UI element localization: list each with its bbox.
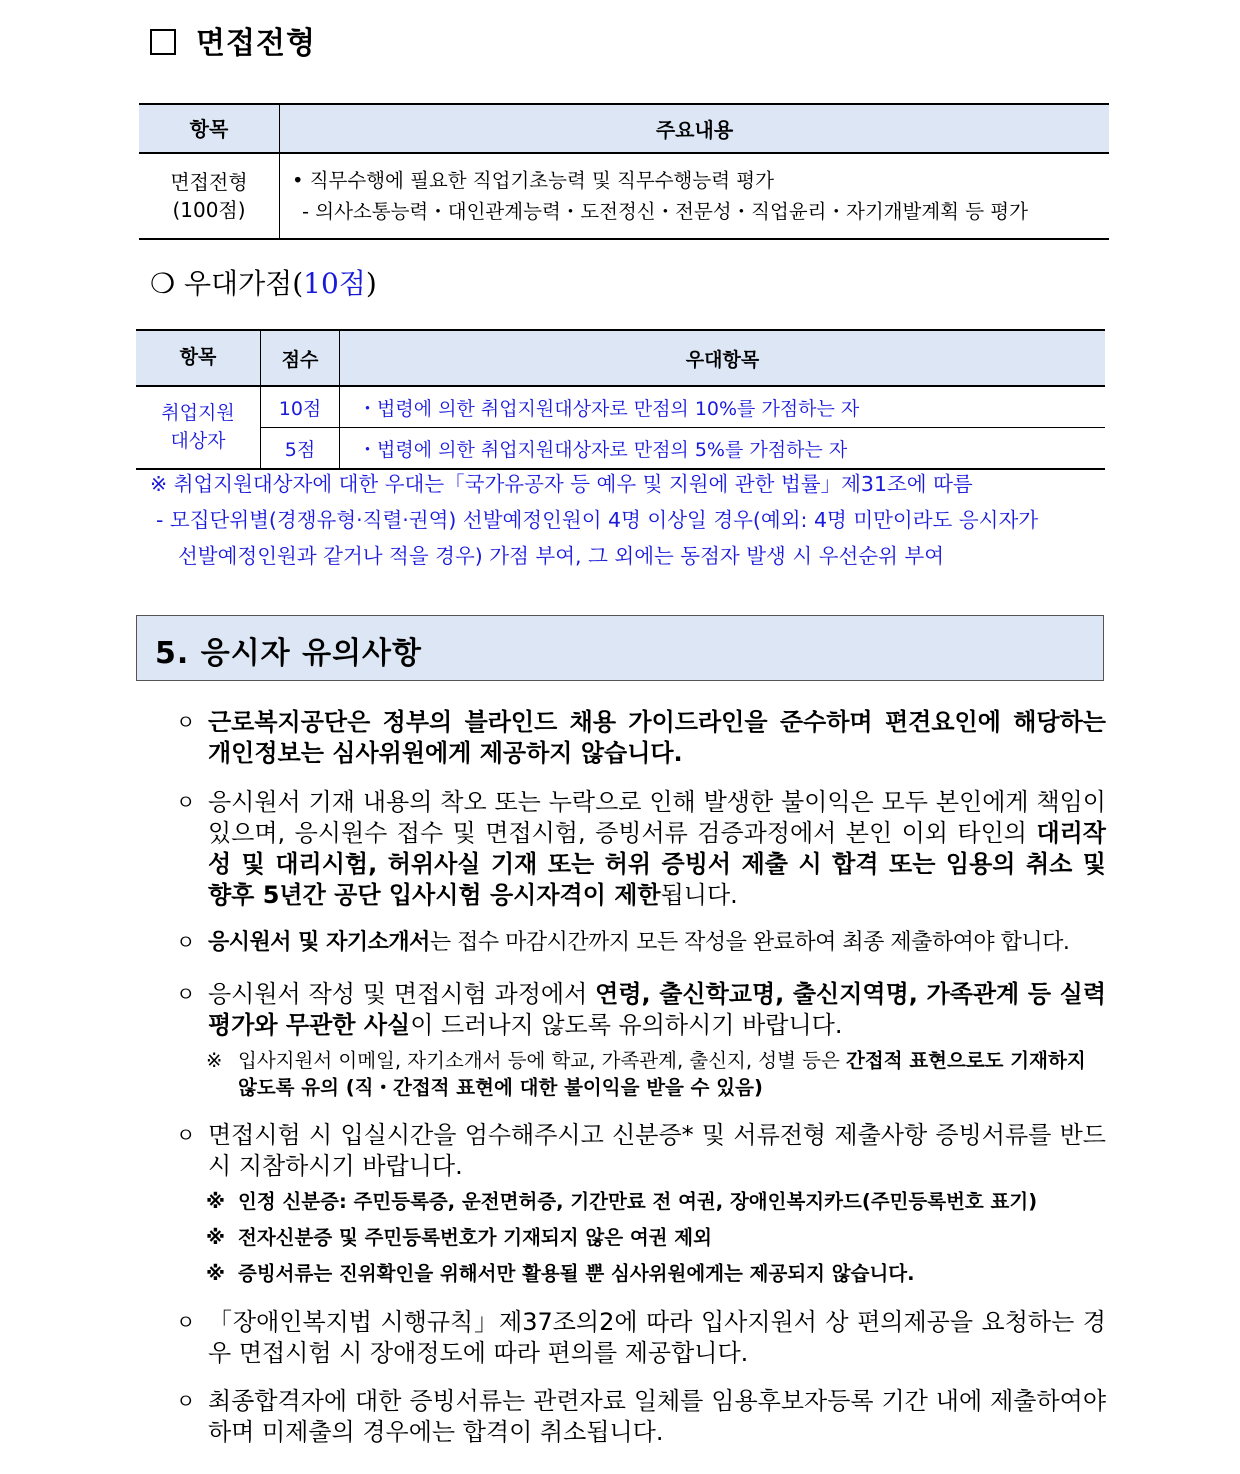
bonus-note-1: ※ 취업지원대상자에 대한 우대는「국가유공자 등 예우 및 지원에 관한 법률」제31조에 따름 xyxy=(150,472,973,496)
notice-item-3 xyxy=(176,927,1106,958)
section-interview-title-text: 면접전형 xyxy=(196,26,316,61)
interview-line-2: - 의사소통능력・대인관계능력・도전정신・전문성・직업윤리・자기개발계획 등 평가 xyxy=(302,200,1028,223)
bonus-category xyxy=(136,386,261,469)
notice-subnote-5-1 xyxy=(206,1188,1106,1215)
notice-item-4 xyxy=(176,979,1106,1041)
bonus-header-benefit: 우대항목 xyxy=(340,330,1106,386)
notice-text-2 xyxy=(208,787,1106,911)
bonus-category-line2: 대상자 xyxy=(170,429,226,452)
bullet-icon: ㅇ xyxy=(176,930,196,954)
reference-mark-icon: ※ xyxy=(206,1190,225,1213)
bullet-icon: ㅇ xyxy=(176,710,196,734)
bonus-header-item: 항목 xyxy=(136,330,261,386)
bullet-icon: ㅇ xyxy=(176,1310,196,1334)
notice-text-6: 「장애인복지법 시행규칙」제37조의2에 따라 입사지원서 상 편의제공을 요청하는 경우 면접시험 시 장애정도에 따라 편의를 제공합니다. xyxy=(208,1308,1106,1367)
interview-header-content: 주요내용 xyxy=(280,104,1110,153)
checkbox-square-icon xyxy=(150,29,176,55)
bonus-title-suffix: ) xyxy=(365,267,377,300)
bonus-note-3: 선발예정인원과 같거나 적을 경우) 가점 부여, 그 외에는 동점자 발생 시 우선순위 부여 xyxy=(178,544,945,568)
notice-subnote-5-3 xyxy=(206,1260,1106,1287)
notice-item-6 xyxy=(176,1307,1106,1369)
bonus-table xyxy=(136,329,1105,470)
notice-subnote-5-2-text: 전자신분증 및 주민등록번호가 기재되지 않은 여권 제외 xyxy=(238,1226,712,1249)
notice-subnote-5-3-text: 증빙서류는 진위확인을 위해서만 활용될 뿐 심사위원에게는 제공되지 않습니다. xyxy=(238,1262,915,1285)
bonus-title-points: 10점 xyxy=(303,267,366,300)
interview-table xyxy=(139,103,1109,240)
notice-text-3 xyxy=(208,927,1106,958)
notice-text-3b: 는 접수 마감시간까지 모든 작성을 완료하여 최종 제출하여야 합니다. xyxy=(429,930,1070,955)
bonus-note-2: - 모집단위별(경쟁유형·직렬·권역) 선발예정인원이 4명 이상일 경우(예외: 4명 미만이라도 응시자가 xyxy=(156,508,1039,532)
notice-text-2b: 대리작성 및 대리시험, 허위사실 기재 또는 허위 증빙서 제출 시 합격 또는 임용의 취소 및 향후 5년간 공단 입사시험 응시자격이 제한 xyxy=(208,819,1106,909)
bonus-header-score: 점수 xyxy=(261,330,340,386)
notice-subnote-4 xyxy=(206,1047,1106,1101)
interview-header-item: 항목 xyxy=(139,104,280,153)
notice-subnote-4b: 간접적 표현으로도 기재하지 않도록 유의 (직・간접적 표현에 대한 불이익을 받을 수 있음) xyxy=(238,1049,1086,1099)
notice-text-4c: 이 드러나지 않도록 유의하시기 바랍니다. xyxy=(410,1011,843,1039)
interview-row-label-2: (100점) xyxy=(172,198,246,222)
bullet-icon: ㅇ xyxy=(176,1123,196,1147)
bullet-icon: ㅇ xyxy=(176,1389,196,1413)
reference-mark-icon: ※ xyxy=(206,1226,225,1249)
notice-item-1 xyxy=(176,707,1106,769)
notice-text-3a: 응시원서 및 자기소개서 xyxy=(208,930,430,955)
table-row xyxy=(136,386,1105,428)
section5-title: 5. 응시자 유의사항 xyxy=(155,636,423,671)
bonus-title-prefix: ❍ 우대가점( xyxy=(150,267,304,300)
bullet-icon: ㅇ xyxy=(176,790,196,814)
interview-row-label-1: 면접전형 xyxy=(170,170,248,194)
interview-row-content xyxy=(280,153,1110,239)
bonus-score: 10점 xyxy=(261,386,340,428)
reference-mark-icon: ※ xyxy=(206,1049,223,1072)
interview-line-1: • 직무수행에 필요한 직업기초능력 및 직무수행능력 평가 xyxy=(292,168,774,192)
notice-text-2c: 됩니다. xyxy=(660,881,738,909)
section5-header xyxy=(136,615,1104,681)
notice-subnote-4a: 입사지원서 이메일, 자기소개서 등에 학교, 가족관계, 출신지, 성별 등은 xyxy=(238,1049,847,1072)
bonus-title xyxy=(150,262,377,302)
table-row xyxy=(136,428,1105,470)
notice-item-7 xyxy=(176,1386,1106,1448)
bonus-item: ・법령에 의한 취업지원대상자로 만점의 5%를 가점하는 자 xyxy=(340,428,1106,470)
notice-text-1: 근로복지공단은 정부의 블라인드 채용 가이드라인을 준수하며 편견요인에 해당하는 개인정보는 심사위원에게 제공하지 않습니다. xyxy=(208,708,1106,767)
notice-subnote-4-text xyxy=(238,1047,1106,1101)
notice-text-4 xyxy=(208,979,1106,1041)
notice-text-5: 면접시험 시 입실시간을 엄수해주시고 신분증* 및 서류전형 제출사항 증빙서류를 반드시 지참하시기 바랍니다. xyxy=(208,1121,1106,1180)
interview-row-label xyxy=(139,153,280,239)
notice-item-2 xyxy=(176,787,1106,911)
bonus-item: ・법령에 의한 취업지원대상자로 만점의 10%를 가점하는 자 xyxy=(340,386,1106,428)
section-interview-title xyxy=(150,18,316,62)
notice-text-4a: 응시원서 작성 및 면접시험 과정에서 xyxy=(208,980,596,1008)
notice-text-7: 최종합격자에 대한 증빙서류는 관련자료 일체를 임용후보자등록 기간 내에 제출하여야 하며 미제출의 경우에는 합격이 취소됩니다. xyxy=(208,1387,1106,1446)
notice-text-4b: 연령, 출신학교명, 출신지역명, 가족관계 등 실력평가와 무관한 사실 xyxy=(208,980,1106,1039)
notice-item-5 xyxy=(176,1120,1106,1182)
reference-mark-icon: ※ xyxy=(206,1262,225,1285)
bonus-score: 5점 xyxy=(261,428,340,470)
bonus-category-line1: 취업지원 xyxy=(161,401,235,424)
notice-text-2a: 응시원서 기재 내용의 착오 또는 누락으로 인해 발생한 불이익은 모두 본인에게 책임이 있으며, 응시원수 접수 및 면접시험, 증빙서류 검증과정에서 본인 이외 타인의 xyxy=(208,788,1106,847)
bullet-icon: ㅇ xyxy=(176,982,196,1006)
notice-subnote-5-1-text: 인정 신분증: 주민등록증, 운전면허증, 기간만료 전 여권, 장애인복지카드(주민등록번호 표기) xyxy=(238,1190,1038,1213)
notice-subnote-5-2 xyxy=(206,1224,1106,1251)
